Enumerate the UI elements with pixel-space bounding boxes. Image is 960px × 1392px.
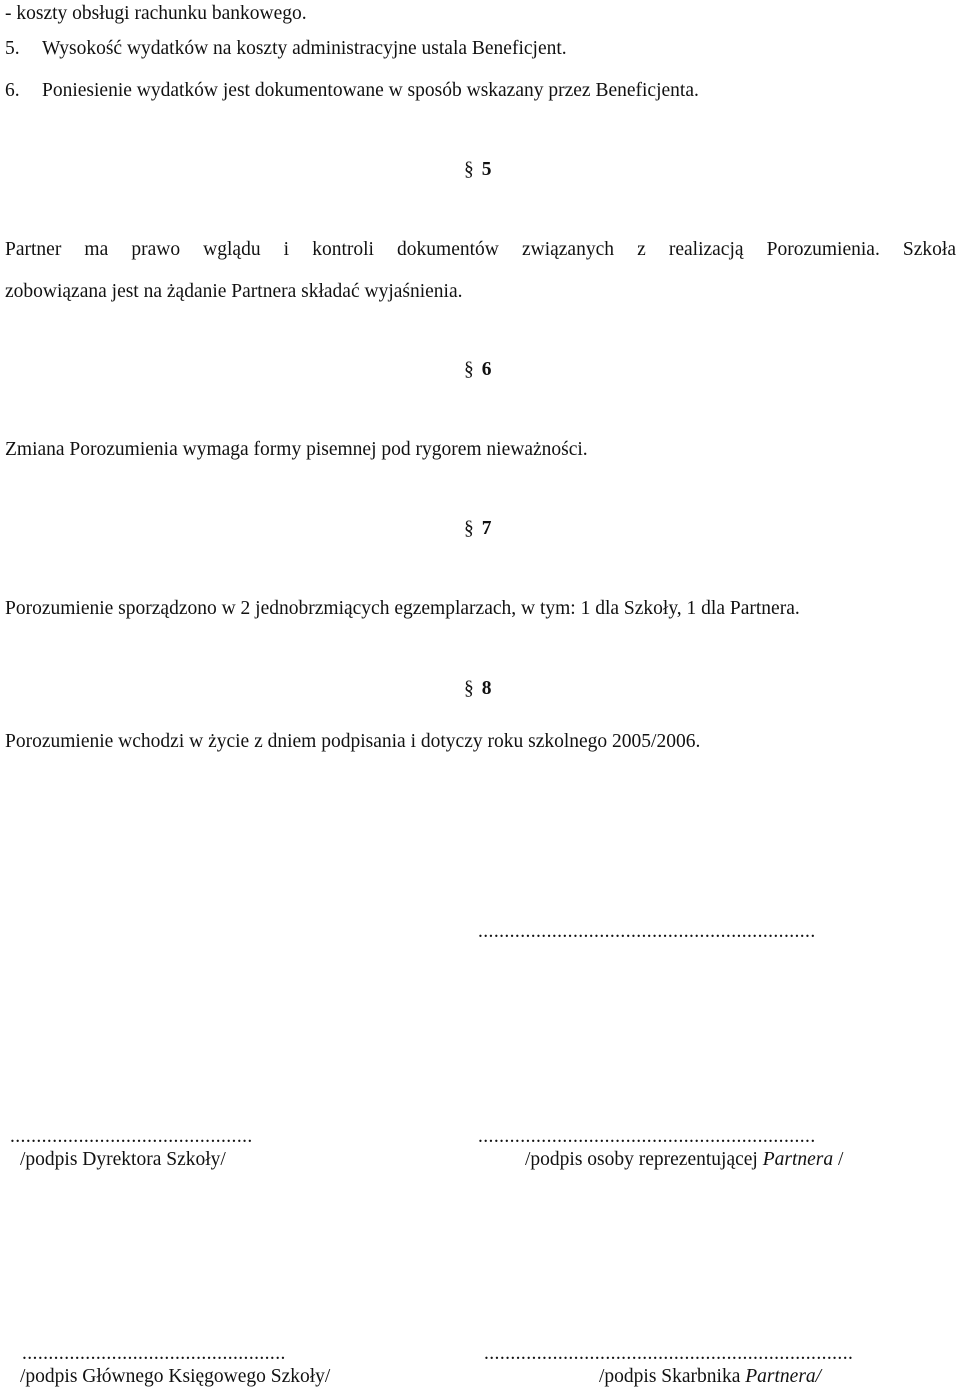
section-5-line-1: Partner ma prawo wglądu i kontroli dokumentów związanych z realizacją Porozumienia. Szkoła bbox=[5, 239, 956, 260]
list-item-5 bbox=[5, 37, 567, 61]
signature-label-partner-rep bbox=[525, 1148, 843, 1172]
list-item-5-text: Wysokość wydatków na koszty administracyjne ustala Beneficjent. bbox=[42, 38, 567, 59]
signature-label-partner-rep-prefix: /podpis osoby reprezentującej bbox=[525, 1149, 763, 1170]
list-item-6-number: 6. bbox=[5, 80, 20, 101]
signature-line-director: .............................................. bbox=[10, 1126, 253, 1147]
section-5-symbol: § bbox=[464, 159, 474, 180]
signature-line-partner-rep: ................................................................ bbox=[478, 1126, 816, 1147]
section-8-number: 8 bbox=[481, 678, 492, 699]
signature-label-chief-accountant: /podpis Głównego Księgowego Szkoły/ bbox=[20, 1366, 331, 1387]
list-item-6 bbox=[5, 79, 699, 103]
section-6-heading bbox=[464, 358, 492, 382]
section-5-line-2: zobowiązana jest na żądanie Partnera składać wyjaśnienia. bbox=[5, 281, 463, 302]
signature-label-treasurer-italic: Partnera/ bbox=[745, 1366, 822, 1387]
section-7-number: 7 bbox=[481, 518, 492, 539]
list-item-6-text: Poniesienie wydatków jest dokumentowane w sposób wskazany przez Beneficjenta. bbox=[42, 80, 699, 101]
list-item-5-number: 5. bbox=[5, 38, 20, 59]
section-8-text: Porozumienie wchodzi w życie z dniem podpisania i dotyczy roku szkolnego 2005/2006. bbox=[5, 731, 701, 752]
signature-line-top-right: ................................................................ bbox=[478, 921, 816, 942]
section-7-heading bbox=[464, 517, 492, 541]
section-8-heading bbox=[464, 677, 492, 701]
section-6-number: 6 bbox=[481, 359, 492, 380]
signature-label-partner-rep-suffix: / bbox=[833, 1149, 844, 1170]
section-8-symbol: § bbox=[464, 678, 474, 699]
signature-label-director: /podpis Dyrektora Szkoły/ bbox=[20, 1149, 226, 1170]
section-7-symbol: § bbox=[464, 518, 474, 539]
list-line-bank-costs bbox=[5, 2, 307, 26]
section-6-text: Zmiana Porozumienia wymaga formy pisemnej pod rygorem nieważności. bbox=[5, 439, 588, 460]
section-6-symbol: § bbox=[464, 359, 474, 380]
signature-label-treasurer-prefix: /podpis Skarbnika bbox=[599, 1366, 746, 1387]
section-7-text: Porozumienie sporządzono w 2 jednobrzmiących egzemplarzach, w tym: 1 dla Szkoły, 1 dla Partnera. bbox=[5, 598, 800, 619]
signature-label-partner-rep-italic: Partnera bbox=[762, 1149, 834, 1170]
list-line-bank-costs-text: - koszty obsługi rachunku bankowego. bbox=[5, 3, 307, 24]
section-5-heading bbox=[464, 158, 492, 182]
section-5-number: 5 bbox=[481, 159, 492, 180]
signature-line-chief-accountant: .................................................. bbox=[22, 1343, 286, 1364]
signature-label-treasurer bbox=[599, 1365, 821, 1389]
signature-line-treasurer: ...................................................................... bbox=[484, 1343, 854, 1364]
